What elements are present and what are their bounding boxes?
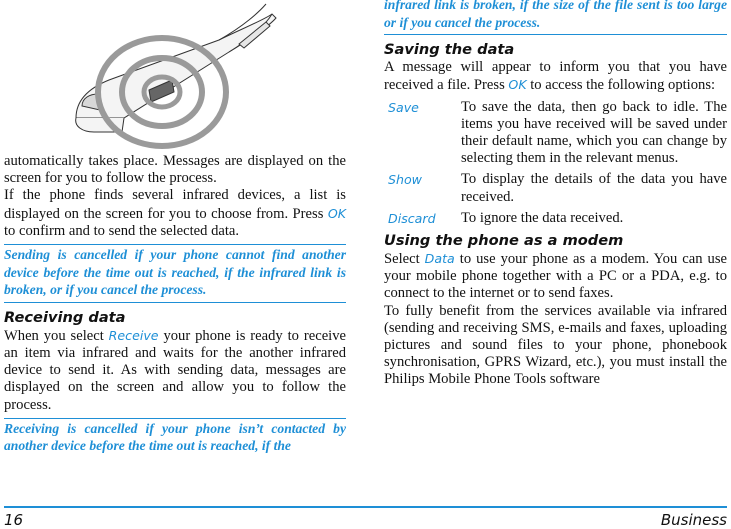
footer-divider [4, 506, 727, 508]
option-key: Discard [388, 210, 436, 226]
data-menu-label: Data [424, 251, 455, 267]
right-column [384, 0, 727, 389]
option-description: To save the data, then go back to idle. The items you have received will be saved under their default name, which you can change by selecting them in the relevant menus. [461, 98, 727, 167]
heading-receiving-data: Receiving data [4, 308, 126, 326]
heading-saving-data: Saving the data [384, 41, 515, 59]
option-save [384, 99, 727, 168]
section-title: Business [660, 511, 727, 529]
note-sending-cancelled: Sending is cancelled if your phone cannot find another device before the time out is reached, if the infrared link is broken, or if you cancel the process. [4, 244, 346, 303]
option-description: To ignore the data received. [461, 209, 624, 226]
phone-infrared-icon [4, 0, 346, 153]
paragraph-modem: Select Data to use your phone as a modem. You can use your mobile phone together with a PC or a PDA, e.g. to connect to the internet or to send faxes. [384, 251, 727, 302]
option-description: To display the details of the data you have received. [461, 171, 727, 205]
left-column [4, 0, 346, 458]
phone-infrared-illustration [4, 0, 346, 153]
paragraph-auto-transfer: automatically takes place. Messages are displayed on the screen for you to follow the process. [4, 153, 346, 187]
option-discard [384, 210, 727, 227]
note-receiving-cancelled: Receiving is cancelled if your phone isn’t contacted by another device before the time out is reached, if the [4, 418, 346, 458]
paragraph-infrared-services: To fully benefit from the services available via infrared (sending and receiving SMS, e-mails and faxes, uploading pictures and sound files to your phone, phonebook synchronisation, GPRS Wizard, etc.), you must install the Philips Mobile Phone Tools software [384, 302, 727, 388]
ok-key-label: OK [327, 205, 346, 221]
page-number: 16 [4, 511, 24, 529]
paragraph-saving: A message will appear to inform you that you have received a file. Press OK to access the following options: [384, 59, 727, 94]
heading-phone-as-modem: Using the phone as a modem [384, 232, 624, 250]
options-list [384, 99, 727, 227]
option-key: Show [388, 172, 422, 188]
receive-menu-label: Receive [108, 327, 159, 343]
paragraph-receiving: When you select Receive your phone is ready to receive an item via infrared and waits for the another infrared device to send it. As with sending data, messages are displayed on the screen and allow you to follow the process. [4, 327, 346, 413]
paragraph-several-devices: If the phone finds several infrared devices, a list is displayed on the screen for you to choose from. Press OK to confirm and to send the selected data. [4, 187, 346, 239]
ok-key-label-2: OK [508, 77, 527, 93]
option-show [384, 171, 727, 205]
option-key: Save [388, 99, 419, 115]
note-receiving-cancelled-cont: infrared link is broken, if the size of the file sent is too large or if you cancel the process. [384, 0, 727, 35]
